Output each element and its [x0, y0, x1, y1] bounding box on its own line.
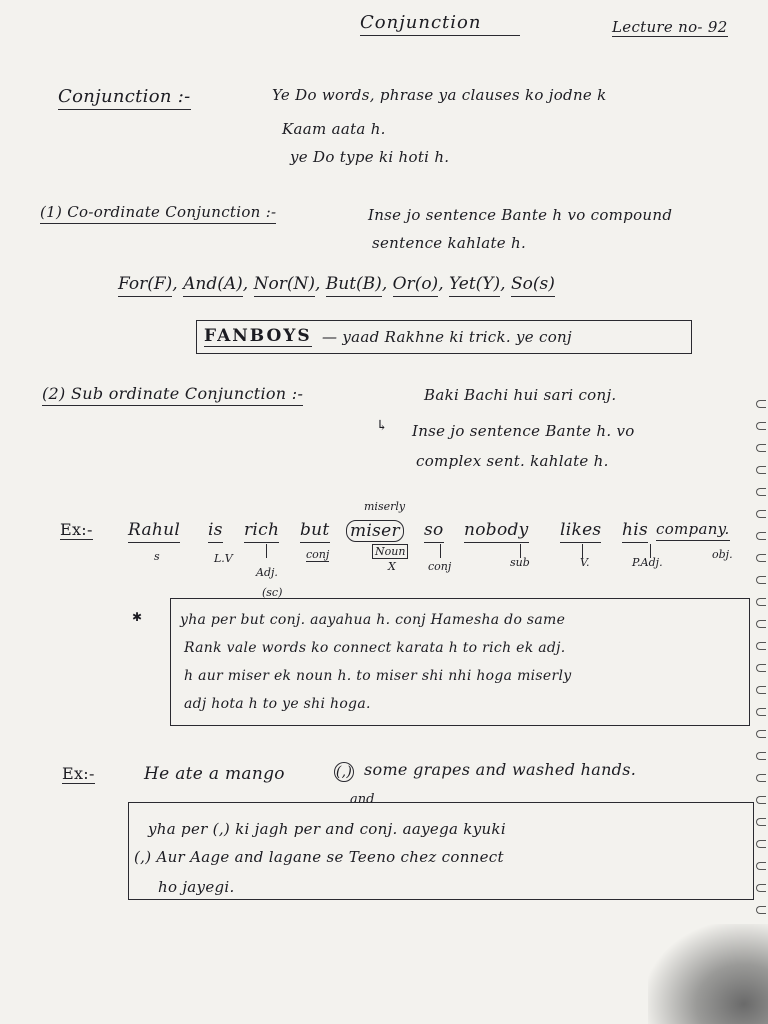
spiral-ring — [756, 400, 766, 408]
definition-line-2: Kaam aata h. — [282, 120, 386, 138]
fanboys-item: Yet(Y) — [449, 274, 500, 297]
example-2-sentence-end: some grapes and washed hands. — [364, 760, 637, 779]
fanboys-item: And(A) — [183, 274, 243, 297]
subordinate-line-3: complex sent. kahlate h. — [416, 452, 609, 470]
example-1-note-line-4: adj hota h to ye shi hoga. — [184, 696, 371, 712]
spiral-ring — [756, 576, 766, 584]
spiral-ring — [756, 818, 766, 826]
spiral-ring — [756, 840, 766, 848]
fanboys-word: FANBOYS — [204, 326, 312, 346]
spiral-ring — [756, 488, 766, 496]
example-1-word: miser — [346, 520, 404, 542]
page-title: Conjunction — [360, 12, 520, 36]
definition-line-1: Ye Do words, phrase ya clauses ko jodne k — [272, 86, 607, 104]
spiral-ring — [756, 554, 766, 562]
spiral-ring — [756, 642, 766, 650]
tick-mark — [440, 544, 441, 558]
pos-tag: P.Adj. — [632, 556, 663, 569]
fanboys-item: Or(o) — [393, 274, 439, 297]
example-2-sentence-start: He ate a mango — [144, 764, 285, 784]
example-2-note-line-1: yha per (,) ki jagh per and conj. aayega kyuki — [148, 820, 506, 838]
fanboys-trick-text: — yaad Rakhne ki trick. ye conj — [322, 328, 572, 346]
spiral-ring — [756, 510, 766, 518]
example-1-word: but — [300, 520, 330, 543]
pos-tag: (sc) — [262, 586, 283, 599]
subordinate-heading: (2) Sub ordinate Conjunction :- — [42, 384, 303, 406]
tick-mark — [266, 544, 267, 558]
example-2-and-insert: and — [350, 792, 375, 807]
pos-tag: conj — [306, 548, 330, 561]
pos-tag: s — [154, 550, 160, 563]
spiral-ring — [756, 906, 766, 914]
spiral-ring — [756, 664, 766, 672]
pos-tag: Noun — [372, 544, 408, 559]
example-2-note-line-3: ho jayegi. — [158, 878, 235, 896]
example-1-note-line-2: Rank vale words ko connect karata h to rich ek adj. — [184, 640, 566, 656]
spiral-ring — [756, 752, 766, 760]
pos-tag: sub — [510, 556, 530, 569]
example-1-label: Ex:- — [60, 520, 93, 539]
spiral-ring — [756, 796, 766, 804]
pos-tag: L.V — [214, 552, 233, 565]
pos-tag: X — [388, 560, 396, 573]
example-1-word: rich — [244, 520, 279, 543]
example-1-word: is — [208, 520, 223, 543]
spiral-ring — [756, 466, 766, 474]
spiral-ring — [756, 422, 766, 430]
coordinate-heading: (1) Co-ordinate Conjunction :- — [40, 203, 276, 224]
example-1-word: so — [424, 520, 444, 543]
fanboys-item: For(F) — [118, 274, 172, 297]
spiral-ring — [756, 774, 766, 782]
subordinate-arrow: ↳ — [376, 418, 389, 434]
example-1-note-line-1: yha per but conj. aayahua h. conj Hamesha do same — [180, 612, 566, 628]
spiral-ring — [756, 884, 766, 892]
pos-tag: Adj. — [256, 566, 278, 579]
miserly-annotation: miserly — [364, 500, 406, 513]
corner-shadow — [648, 924, 768, 1024]
example-2-note-line-2: (,) Aur Aage and lagane se Teeno chez connect — [134, 848, 504, 866]
pos-tag: V. — [580, 556, 590, 569]
subordinate-line-1: Baki Bachi hui sari conj. — [424, 386, 617, 404]
example-1-word: likes — [560, 520, 601, 543]
coordinate-line-1: Inse jo sentence Bante h vo compound — [368, 206, 673, 224]
example-1-word: nobody — [464, 520, 529, 543]
example-1-word: Rahul — [128, 520, 180, 543]
spiral-ring — [756, 862, 766, 870]
example-2-comma-circle: (,) — [335, 764, 353, 780]
pos-tag: conj — [428, 560, 452, 573]
example-1-word: his — [622, 520, 648, 543]
spiral-ring — [756, 730, 766, 738]
coordinate-line-2: sentence kahlate h. — [372, 234, 527, 252]
spiral-ring — [756, 598, 766, 606]
fanboys-item: But(B) — [326, 274, 382, 297]
lecture-number: Lecture no- 92 — [612, 18, 728, 36]
pos-tag: obj. — [712, 548, 733, 561]
spiral-ring — [756, 708, 766, 716]
example-1-note-marker: ✱ — [132, 610, 143, 624]
fanboys-item: So(s) — [511, 274, 555, 297]
spiral-ring — [756, 686, 766, 694]
spiral-ring — [756, 444, 766, 452]
example-1-note-line-3: h aur miser ek noun h. to miser shi nhi hoga miserly — [184, 668, 572, 684]
example-1-word: company. — [656, 520, 730, 541]
fanboys-list: For(F), And(A), Nor(N), But(B), Or(o), Yet(Y), So(s) — [118, 274, 555, 294]
fanboys-item: Nor(N) — [254, 274, 315, 297]
spiral-ring — [756, 532, 766, 540]
spiral-ring — [756, 620, 766, 628]
subordinate-line-2: Inse jo sentence Bante h. vo — [412, 422, 635, 440]
definition-term: Conjunction :- — [58, 86, 191, 110]
definition-line-3: ye Do type ki hoti h. — [290, 148, 450, 166]
example-2-label: Ex:- — [62, 764, 95, 783]
